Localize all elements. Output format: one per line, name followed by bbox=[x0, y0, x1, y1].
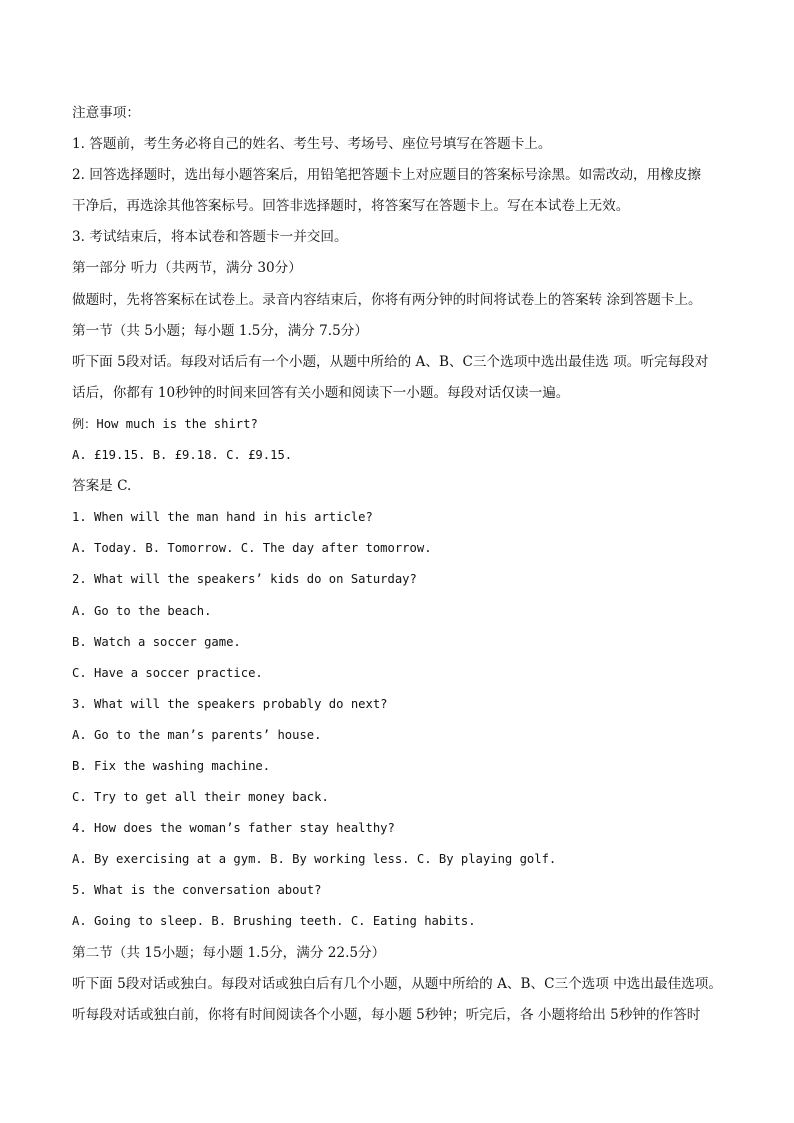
question-3-option-b: B. Fix the washing machine. bbox=[72, 758, 271, 773]
question-2: 2. What will the speakers’ kids do on Saturday? bbox=[72, 572, 417, 587]
question-4: 4. How does the woman’s father stay healthy? bbox=[72, 821, 395, 836]
question-1-options: A. Today. B. Tomorrow. C. The day after tomorrow. bbox=[72, 541, 432, 556]
question-3-option-a: A. Go to the man’s parents’ house. bbox=[72, 727, 322, 742]
section-one-instructions-cont: 话后，你都有 10秒钟的时间来回答有关小题和阅读下一小题。每段对话仅读一遍。 bbox=[72, 384, 570, 401]
question-3-option-c: C. Try to get all their money back. bbox=[72, 790, 329, 805]
example-answer: 答案是 C. bbox=[72, 478, 132, 495]
section-two-instructions: 听下面 5段对话或独白。每段对话或独白后有几个小题，从题中所给的 A、B、C三个选项 中选出最佳选项。 bbox=[72, 975, 722, 992]
part-one-instructions: 做题时，先将答案标在试卷上。录音内容结束后，你将有两分钟的时间将试卷上的答案转 涂到答题卡上。 bbox=[72, 291, 702, 308]
notice-item-2-cont: 干净后，再选涂其他答案标号。回答非选择题时，将答案写在答题卡上。写在本试卷上无效。 bbox=[72, 198, 630, 215]
question-5-options: A. Going to sleep. B. Brushing teeth. C. Eating habits. bbox=[72, 914, 476, 929]
exam-page bbox=[72, 98, 732, 1031]
notice-heading: 注意事项： bbox=[72, 105, 140, 121]
part-one-heading: 第一部分 听力（共两节，满分 30分） bbox=[72, 260, 302, 277]
example-question: 例：How much is the shirt? bbox=[72, 416, 258, 431]
question-1: 1. When will the man hand in his article? bbox=[72, 510, 373, 525]
notice-item-3: 3. 考试结束后，将本试卷和答题卡一并交回。 bbox=[72, 229, 348, 246]
question-2-option-a: A. Go to the beach. bbox=[72, 603, 212, 618]
question-3: 3. What will the speakers probably do next? bbox=[72, 696, 388, 711]
notice-item-2: 2. 回答选择题时，选出每小题答案后，用铅笔把答题卡上对应题目的答案标号涂黑。如需改动，用橡皮擦 bbox=[72, 167, 702, 184]
notice-item-1: 1. 答题前，考生务必将自己的姓名、考生号、考场号、座位号填写在答题卡上。 bbox=[72, 136, 552, 153]
section-two-heading: 第二节（共 15小题；每小题 1.5分，满分 22.5分） bbox=[72, 944, 386, 961]
question-5: 5. What is the conversation about? bbox=[72, 883, 322, 898]
section-two-instructions-cont: 听每段对话或独白前，你将有时间阅读各个小题，每小题 5秒钟；听完后，各 小题将给出 5秒钟的作答时 bbox=[72, 1006, 701, 1023]
question-2-option-b: B. Watch a soccer game. bbox=[72, 634, 241, 649]
section-one-heading: 第一节（共 5小题；每小题 1.5分，满分 7.5分） bbox=[72, 322, 368, 339]
question-4-options: A. By exercising at a gym. B. By working less. C. By playing golf. bbox=[72, 852, 557, 867]
question-2-option-c: C. Have a soccer practice. bbox=[72, 665, 263, 680]
example-options: A. £19.15. B. £9.18. C. £9.15. bbox=[72, 448, 293, 463]
section-one-instructions: 听下面 5段对话。每段对话后有一个小题，从题中所给的 A、B、C三个选项中选出最佳选 项。听完每段对 bbox=[72, 353, 709, 370]
